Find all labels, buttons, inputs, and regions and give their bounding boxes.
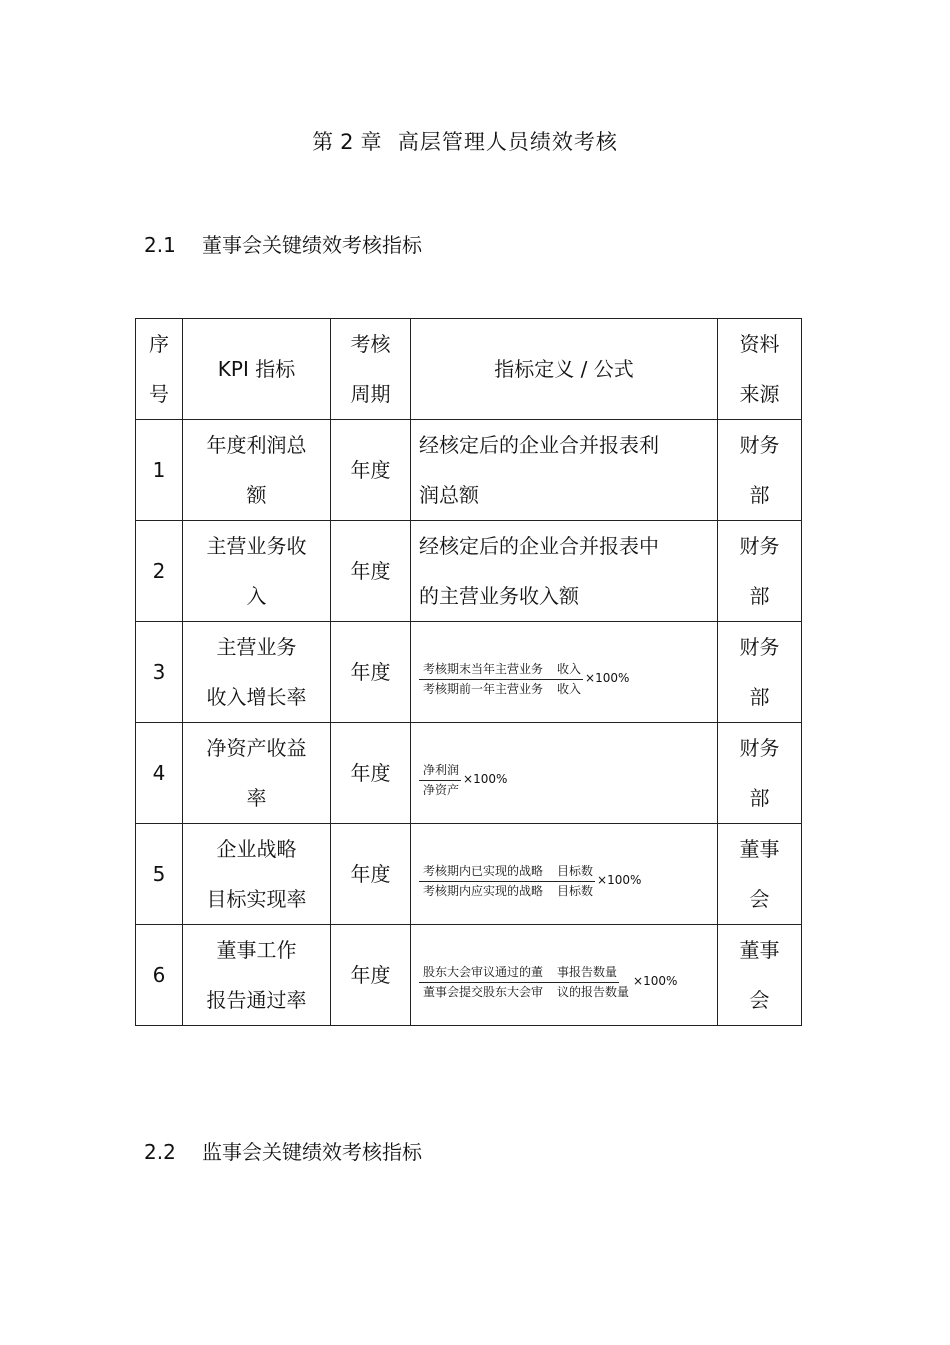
formula-multiplier: ×100% <box>597 873 642 888</box>
row-period: 年度 <box>331 622 411 723</box>
row-kpi: 主营业务 收入增长率 <box>183 622 331 723</box>
row-kpi: 董事工作 报告通过率 <box>183 925 331 1026</box>
section-title-text: 监事会关键绩效考核指标 <box>202 1140 422 1164</box>
row-source: 财务 部 <box>718 420 802 521</box>
section-number: 2.1 <box>144 233 176 257</box>
row-period: 年度 <box>331 420 411 521</box>
header-definition: 指标定义 / 公式 <box>411 319 718 420</box>
row-source: 财务 部 <box>718 723 802 824</box>
row-source: 财务 部 <box>718 622 802 723</box>
table-row <box>136 723 802 824</box>
table-header-row <box>136 319 802 420</box>
row-kpi: 企业战略 目标实现率 <box>183 824 331 925</box>
table-row <box>136 521 802 622</box>
section-heading-2-2 <box>144 1136 422 1165</box>
section-number: 2.2 <box>144 1140 176 1164</box>
header-period: 考核 周期 <box>331 319 411 420</box>
chapter-title <box>0 126 930 156</box>
section-title-text: 董事会关键绩效考核指标 <box>202 233 422 257</box>
formula-denominator: 董事会提交股东大会审 议的报告数量 <box>423 984 630 999</box>
chapter-suffix: 章 <box>360 130 383 154</box>
row-definition: 经核定后的企业合并报表利 润总额 <box>411 420 718 521</box>
row-formula <box>411 622 718 723</box>
header-kpi: KPI 指标 <box>183 319 331 420</box>
formula-numerator: 考核期末当年主营业务 收入 <box>419 662 583 680</box>
header-seq: 序 号 <box>136 319 183 420</box>
row-formula <box>411 824 718 925</box>
formula-multiplier: ×100% <box>585 671 630 686</box>
fraction-formula <box>419 958 677 1006</box>
row-seq: 5 <box>136 824 183 925</box>
table-row <box>136 824 802 925</box>
row-period: 年度 <box>331 723 411 824</box>
row-source: 财务 部 <box>718 521 802 622</box>
fraction-formula <box>419 857 641 905</box>
row-source: 董事 会 <box>718 925 802 1026</box>
formula-multiplier: ×100% <box>633 974 678 989</box>
formula-denominator: 净资产 <box>423 782 460 797</box>
kpi-table <box>135 318 802 1026</box>
row-seq: 1 <box>136 420 183 521</box>
fraction-formula <box>419 756 507 804</box>
row-formula <box>411 925 718 1026</box>
formula-denominator: 考核期内应实现的战略 目标数 <box>423 883 594 898</box>
formula-denominator: 考核期前一年主营业务 收入 <box>423 681 582 696</box>
row-formula <box>411 723 718 824</box>
table-row <box>136 622 802 723</box>
row-seq: 3 <box>136 622 183 723</box>
table-row <box>136 420 802 521</box>
row-kpi: 主营业务收 入 <box>183 521 331 622</box>
chapter-number: 2 <box>340 130 355 154</box>
row-period: 年度 <box>331 824 411 925</box>
header-source: 资料 来源 <box>718 319 802 420</box>
formula-multiplier: ×100% <box>463 772 508 787</box>
fraction-formula <box>419 655 629 703</box>
row-definition: 经核定后的企业合并报表中 的主营业务收入额 <box>411 521 718 622</box>
formula-numerator: 股东大会审议通过的董 事报告数量 <box>419 965 619 983</box>
row-period: 年度 <box>331 521 411 622</box>
row-seq: 6 <box>136 925 183 1026</box>
chapter-prefix: 第 <box>312 130 335 154</box>
chapter-title-text: 高层管理人员绩效考核 <box>397 130 618 154</box>
formula-numerator: 考核期内已实现的战略 目标数 <box>419 864 595 882</box>
section-heading-2-1 <box>144 229 422 258</box>
row-seq: 4 <box>136 723 183 824</box>
table-row <box>136 925 802 1026</box>
row-kpi: 净资产收益 率 <box>183 723 331 824</box>
row-kpi: 年度利润总 额 <box>183 420 331 521</box>
row-source: 董事 会 <box>718 824 802 925</box>
row-period: 年度 <box>331 925 411 1026</box>
formula-numerator: 净利润 <box>419 763 461 781</box>
row-seq: 2 <box>136 521 183 622</box>
